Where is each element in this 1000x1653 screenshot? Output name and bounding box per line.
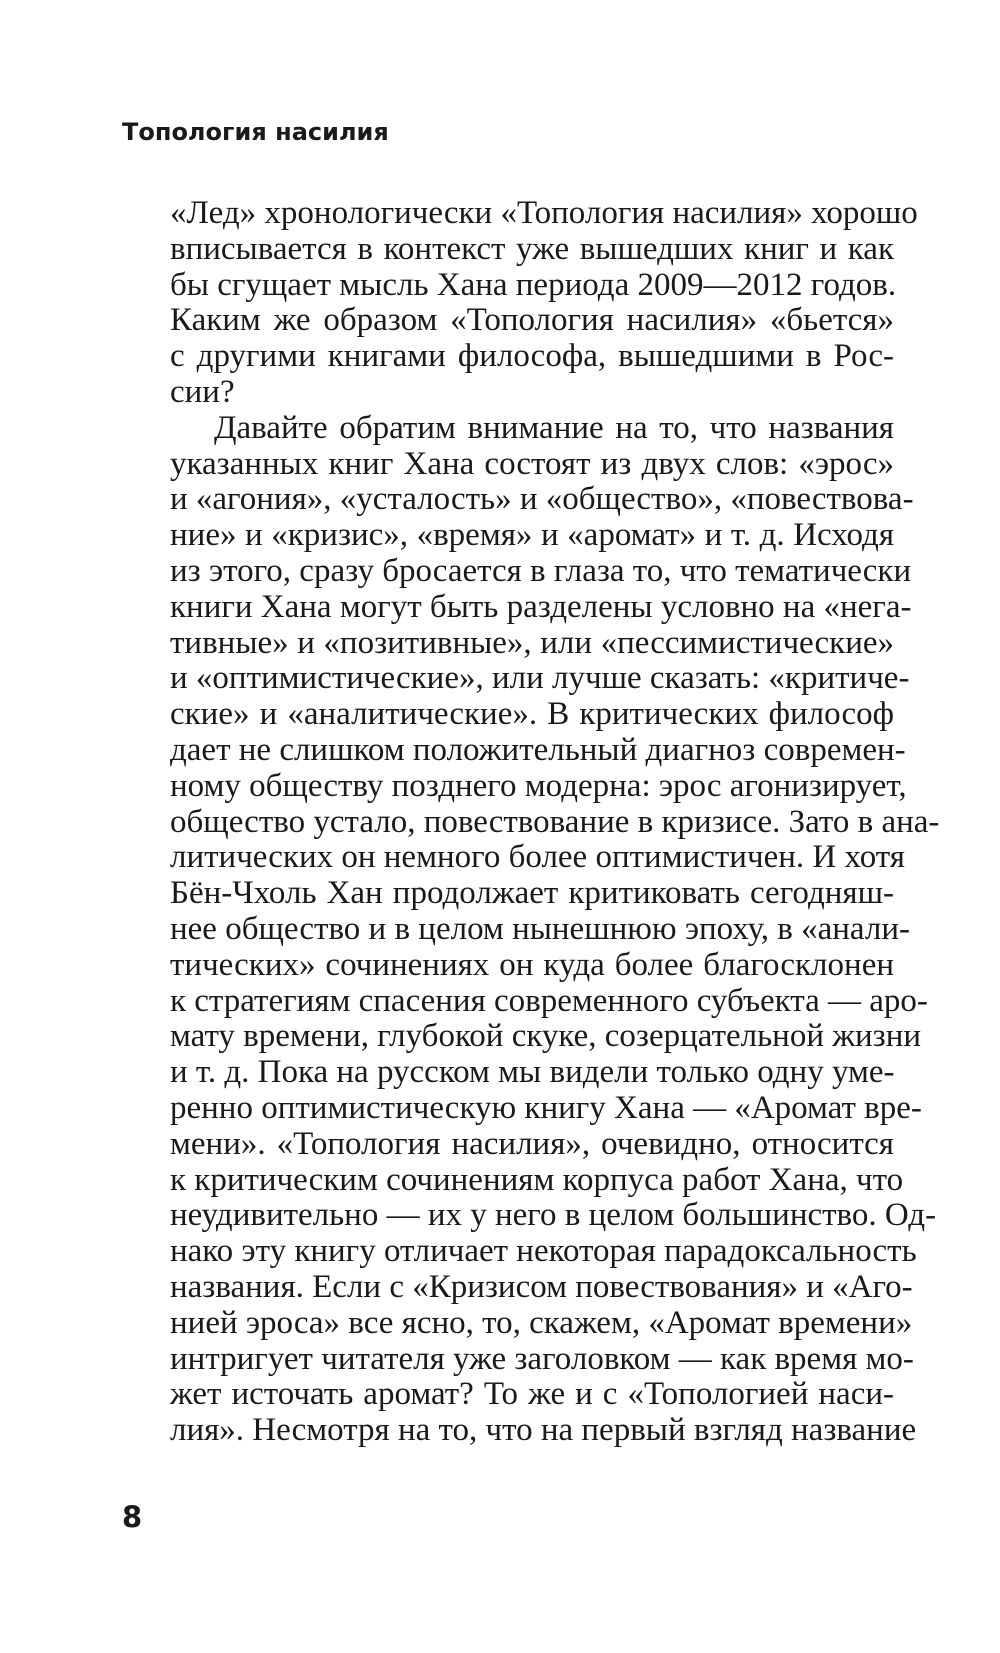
- text-line: указанных книг Хана состоят из двух слов: «эрос»: [170, 445, 894, 482]
- text-line: Каким же образом «Топология насилия» «бьется»: [170, 302, 894, 339]
- text-line: литических он немного более оптимистичен. И хотя: [170, 839, 905, 876]
- text-line: интригует читателя уже заголовком — как время мо-: [170, 1340, 914, 1377]
- text-line: ному обществу позднего модерна: эрос агонизирует,: [170, 767, 907, 804]
- text-line: нако эту книгу отличает некоторая парадоксальность: [170, 1233, 917, 1270]
- text-line: Бён-Чхоль Хан продолжает критиковать сегодняш-: [170, 875, 894, 912]
- text-line: тических» сочинениях он куда более благосклонен: [170, 946, 894, 983]
- text-line: Давайте обратим внимание на то, что названия: [214, 409, 894, 446]
- text-line: названия. Если с «Кризисом повествования» и «Аго-: [170, 1268, 913, 1305]
- text-line: неудивительно — их у него в целом большинство. Од-: [170, 1197, 937, 1234]
- text-line: лия». Несмотря на то, что на первый взгляд название: [170, 1412, 917, 1449]
- text-line: жет источать аромат? То же и с «Топологией наси-: [170, 1376, 894, 1413]
- text-line: к критическим сочинениям корпуса работ Хана, что: [170, 1161, 904, 1198]
- text-line: мату времени, глубокой скуке, созерцательной жизни: [170, 1018, 922, 1055]
- text-line: ские» и «аналитические». В критических философ: [170, 696, 894, 733]
- running-header: Топология насилия: [122, 118, 389, 146]
- text-line: и т. д. Пока на русском мы видели только одну уме-: [170, 1054, 895, 1091]
- text-line: с другими книгами философа, вышедшими в Рос-: [170, 338, 894, 375]
- text-line: вписывается в контекст уже вышедших книг и как: [170, 230, 894, 267]
- text-line: «Лед» хронологически «Топология насилия» хорошо: [170, 195, 918, 231]
- text-line: книги Хана могут быть разделены условно на «нега-: [170, 588, 912, 625]
- text-line: тивные» и «позитивные», или «пессимистические»: [170, 624, 894, 661]
- text-line: нее общество и в целом нынешнюю эпоху, в «анали-: [170, 910, 910, 947]
- page-number: 8: [122, 1500, 143, 1534]
- body-text: [170, 195, 940, 1449]
- text-line: ренно оптимистическую книгу Хана — «Аромат вре-: [170, 1089, 922, 1126]
- text-line: к стратегиям спасения современного субъекта — аро-: [170, 982, 928, 1019]
- text-line: мени». «Топология насилия», очевидно, относится: [170, 1125, 894, 1162]
- text-line: бы сгущает мысль Хана периода 2009—2012 годов.: [170, 266, 897, 303]
- text-line: и «оптимистические», или лучше сказать: «критиче-: [170, 660, 910, 697]
- text-line: нией эроса» все ясно, то, скажем, «Аромат времени»: [170, 1304, 913, 1341]
- text-line: ние» и «кризис», «время» и «аромат» и т. д. Исходя: [170, 517, 894, 554]
- text-line: общество устало, повествование в кризисе. Зато в ана-: [170, 803, 940, 840]
- text-line: из этого, сразу бросается в глаза то, что тематически: [170, 552, 912, 589]
- text-line: сии?: [170, 373, 235, 410]
- text-line: и «агония», «усталость» и «общество», «повествова-: [170, 481, 914, 518]
- text-line: дает не слишком положительный диагноз современ-: [170, 731, 906, 768]
